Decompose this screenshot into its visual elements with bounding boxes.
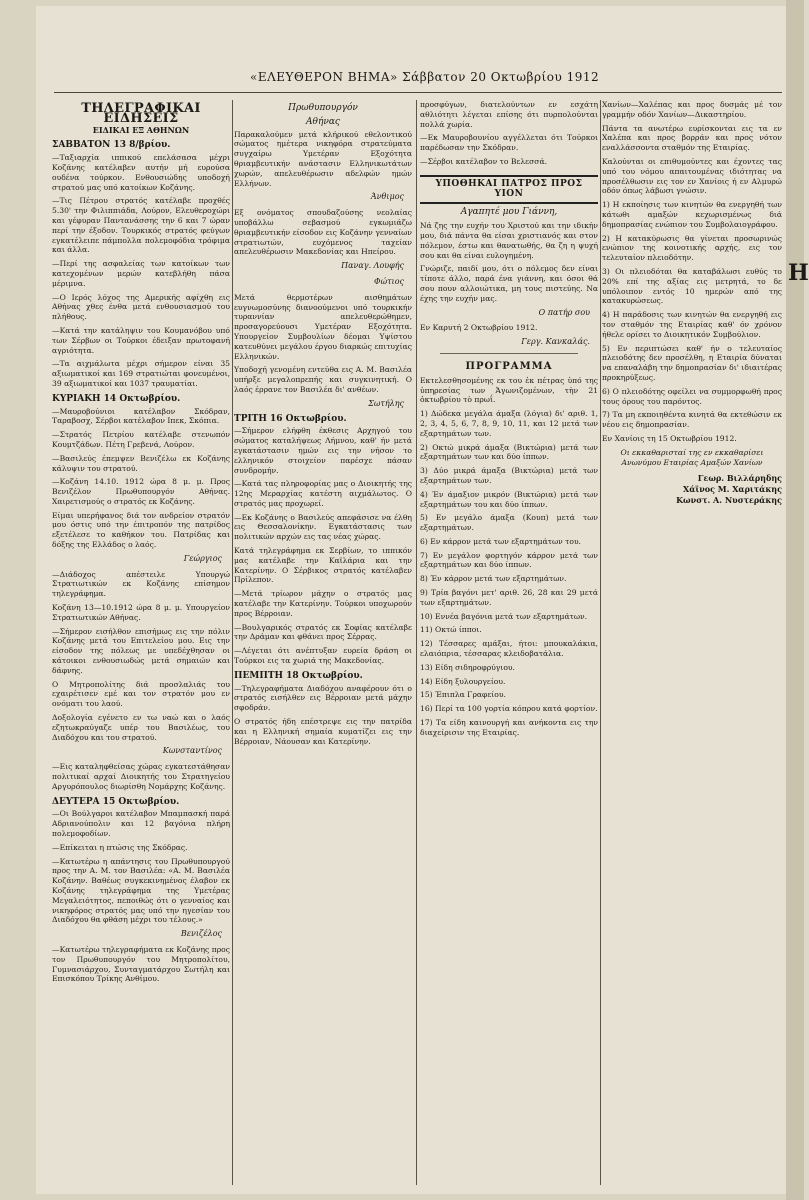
dateline: Εν Χανίοις τη 15 Οκτωβρίου 1912.	[602, 433, 737, 443]
column-divider	[232, 100, 233, 1185]
divider	[440, 353, 578, 354]
signature: Γεργ. Κανκαλάς.	[521, 337, 590, 347]
paragraph: —Τα αιχμάλωτα μέχρι σήμερον είναι 35 αξιωματικοί και 169 στρατιώται φονευμένοι, 39 αξιωματικοί και 1037 τραυματίαι.	[52, 359, 230, 388]
program-item: 7) Εν μεγάλον φορτηγόν κάρρον μετά των εξαρτημάτων και δύο ίππων.	[420, 550, 598, 570]
paragraph: —Λέγεται ότι ανέπτυξαν ευρεία δράση οι Τούρκοι εις τα χωριά της Μακεδονίας.	[234, 646, 412, 666]
section-subtitle: ΕΙΔΙΚΑΙ ΕΞ ΑΘΗΝΩΝ	[92, 124, 190, 135]
program-item: 1) Δώδεκα μεγάλα άμαξα (λόγια) δι' αριθ. 1, 2, 3, 4, 5, 6, 7, 8, 9, 10, 11, και 12 μετά των εξαρτημάτων των.	[420, 409, 598, 438]
date-heading: ΔΕΥΤΕΡΑ 15 Οκτωβρίου.	[52, 796, 180, 807]
signature: Κωνστ. Α. Νυστεράκης	[676, 495, 782, 506]
addressee: Αθήνας	[306, 116, 340, 127]
paragraph: Χανίων—Χαλέπας και προς δυσμάς μέ τον γραμμήν οδόν Χανίων—Δικαστηρίου.	[602, 100, 782, 119]
paragraph: 3) Οι πλειοδόται θα καταβάλωσι ευθύς το 20% επί της αξίας εις μετρητά, το δε υπόλοιπον εντός 10 ημερών από της κατακυρώσεως.	[602, 266, 782, 306]
program-item: 5) Εν μεγάλο άμαξα (Κουπ) μετά των εξαρτημάτων.	[420, 513, 598, 533]
program-item: 17) Τα είδη καινουργή και ανήκοντα εις την διαχείρισιν της Εταιρίας.	[420, 718, 598, 737]
program-item: 12) Τέσσαρες αμάξαι, ήτοι: μπουκαλάκια, ελαιόπρια, τέσσαρας κλειδοβατάλια.	[420, 639, 598, 659]
paragraph: —Βουλγαρικός στρατός εκ Σοφίας κατέλαβε την Δράμαν και φθάνει προς Σέρρας.	[234, 622, 412, 642]
date-heading: ΤΡΙΤΗ 16 Οκτωβρίου.	[234, 413, 347, 424]
paragraph: —Σέρβοι κατέλαβον το Βελεσσά.	[420, 156, 548, 166]
signature-block	[602, 473, 782, 506]
paragraph: Ο Μητροπολίτης διά προσλαλιάς του εχαιρέτισεν εμέ και τον στρατόν μου εν ονόματι του λαού.	[52, 679, 230, 709]
column-1	[52, 100, 230, 1185]
paragraph: —Ταξιαρχία ιππικού επελάσασα μέχρι Κοζάνης κατέλαβεν αυτήν μή ευρούσα ουδένα τούρκον. Ενθουσιώδης υποδοχή στρατού μας υπό κατοίκων Κοζάνης.	[52, 153, 230, 192]
paragraph: —Τηλεγραφήματα Διαδόχου αναφέρουν ότι ο στρατός εισήλθεν εις Βέρροιαν μετά μάχην σφοδράν.	[234, 683, 412, 713]
signature: Σωτήλης	[368, 398, 404, 408]
program-item: 2) Οκτώ μικρά άμαξα (Βικτώρια) μετά των εξαρτημάτων των και δύο ίππων.	[420, 442, 598, 462]
salutation: Αγαπητέ μου Γιάννη,	[460, 207, 558, 218]
signature: Γεωρ. Βιλλάρηδης	[697, 473, 782, 484]
program-item: 9) Τρία βαγόνι μετ' αριθ. 26, 28 και 29 μετά των εξαρτημάτων.	[420, 588, 598, 607]
paragraph: 6) Ο πλειοδότης οφείλει να συμμορφωθή προς τους όρους του παρόντος.	[602, 386, 782, 406]
paragraph: —Κοζάνη 14.10. 1912 ώρα 8 μ. μ. Προς Βενιζέλον Πρωθυπουργόν Αθήνας. Χαιρετισμούς ο στρατός εκ Κοζάνης.	[52, 477, 230, 506]
paragraph: 2) Η κατακύρωσις θα γίνεται προσωρινώς ενώπιον της κοινοτικής αρχής, εις τον τελευταίον πλειοδότην.	[602, 233, 782, 263]
program-item: 16) Περί τα 100 γορτία κόπρου κατά φορτίον.	[420, 704, 598, 714]
paragraph: Κοζάνη 13—10.1912 ώρα 8 μ. μ. Υπουργείον Στρατιωτικών Αθήνας.	[52, 603, 230, 622]
date-heading: ΠΕΜΠΤΗ 18 Οκτωβρίου.	[234, 670, 363, 681]
program-item: 3) Δύο μικρά άμαξα (Βικτώρια) μετά των εξαρτημάτων των.	[420, 466, 598, 485]
paragraph: Είμαι υπερήφανος διά τον ανδρείον στρατόν μου όστις υπό την έπιτροπόν της πατρίδος εξετέλεσε το καθήκον του. Πατρίδας και δόξης της Ελλάδος ο λαός.	[52, 510, 230, 550]
paragraph: Οι εκκαθαρισταί της εν εκκαθαρίσει Ανωνύμου Εταιρίας Αμαξών Χανίων	[620, 447, 764, 467]
paragraph: —Διάδοχος απέστειλε Υπουργώ Στρατιωτικών εκ Κοζάνης επίσημον τηλεγράφημα.	[52, 569, 230, 599]
paragraph: —Εκ Μαυροβουνίου αγγέλλεται ότι Τούρκοι παρέδωσαν την Σκόδραν.	[420, 133, 598, 153]
paragraph: —Κατά την κατάληψιν του Κουμανόβου υπό των Σέρβων οι Τούρκοι έδειξαν πρωτοφανή αγριότητα.	[52, 325, 230, 355]
program-item: 4) Έν άμαξιον μικρόν (Βικτώρια) μετά των εξαρτημάτων του και δύο ίππων.	[420, 489, 598, 509]
paragraph: Νά ζης την ευχήν του Χριστού και την ιδικήν μου, διά πάντα θα είσαι χριστιανός και στον πόλεμον, έστω και θανατωθής, θα ζη η ψυχή σου και θα είναι ευλογημένη.	[420, 221, 598, 260]
program-item: 6) Εν κάρρον μετά των εξαρτημάτων του.	[420, 536, 581, 546]
signature: Βενιζέλος	[180, 929, 222, 939]
paragraph: —Κατωτέρω η απάντησις του Πρωθυπουργού προς την Α. Μ. τον Βασιλέα: «Α. Μ. Βασιλέα Κοζάνην. Βαθέως συγκεκινημένος έλαβον εκ Κοζάνης τηλεγράφημα της Υμετέρας Μεγαλειότητος, πεποιθώς ότι ο γενναίος και νικηφόρος στρατός μας υπό την ηγεσίαν του Διαδόχου θα φθάση μέχρι του τέλους.»	[52, 856, 230, 925]
program-list	[420, 409, 598, 738]
date-heading: ΣΑΒΒΑΤΟΝ 13 8/βρίου.	[52, 140, 171, 151]
signature: Φώτιος	[374, 276, 404, 286]
paragraph: 7) Τα μη εκποιηθέντα κινητά θα εκτεθώσιν εκ νέου εις δημοπρασίαν.	[602, 410, 782, 430]
date-heading: ΚΥΡΙΑΚΗ 14 Οκτωβρίου.	[52, 393, 181, 404]
paragraph: Μετά θερμοτέρων αισθημάτων ευγνωμοσύνης διανοούμενοι υπό τουρκικήν τυραννίαν απελευθερώθημεν, προσαγορεύουσι Υμετέραν Εξοχότητα. Υπουργείον Συμβουλίων δέομαι Υψίστου κατευθύνει μεγάλου έργου διαρκώς επιτυχίας Ελληνικών.	[234, 292, 412, 361]
paragraph: —Περί της ασφαλείας των κατοίκων των κατεχομένων μερών κατεβλήθη πάσα μέριμνα.	[52, 259, 230, 288]
paragraph: —Εις καταληφθείσας χώρας εγκατεστάθησαν πολιτικαί αρχαί Διοικητής του Στρατηγείου Αργυρόπουλος διωρίσθη Νομάρχης Κοζάνης.	[52, 762, 230, 791]
program-item: 14) Είδη ξυλουργείου.	[420, 676, 506, 686]
header-rule	[54, 92, 782, 93]
paragraph: —Τις Πέτρου στρατός κατέλαβε προχθές 5.30' την Φιλιππιάδα, Λούρον, Ελευθεροχώρι και γέφυραν Παντανάσσης την 6 και 7 ώραν περί την έξοδον. Τουρκικός στρατός φεύγων εγκατέλειπε πάμπολλα πολεμοφόδια τρόφιμα και άλλα.	[52, 196, 230, 255]
signature: Κωνσταντίνος	[162, 746, 222, 756]
paragraph: Εκτελεσθησομένης εκ του ἐκ πέτρας ὑπό της ὑπηρεσίας των Ἀγωνιζομένων, τὴν 21 ὀκτωβρίου τὸ πρωΐ.	[420, 375, 598, 405]
program-title: ΠΡΟΓΡΑΜΜΑ	[465, 360, 553, 372]
signature: Ο πατήρ σου	[538, 307, 590, 317]
paragraph: —Σήμερον εισήλθον επισήμως εις την πόλιν Κοζάνης μετά του Επιτελείου μου. Εις την είσοδον της πόλεως με υπεδέχθησαν οι κάτοικοι ενθουσιωδώς μετά σημαιών και δάφνης.	[52, 626, 230, 675]
column-divider	[600, 100, 601, 1185]
paragraph: —Στρατός Πετρίου κατέλαβε στενωπόν Κουμτζάδων. Πέτη Γρεβενά, Λούρον.	[52, 430, 230, 449]
paragraph: Υποδοχή γενομένη εντεύθα εις Α. Μ. Βασιλέα υπήρξε μεγαλοπρεπής και συγκινητική. Ο λαός έρρανε τον Βασιλέα δι' ανθέων.	[234, 365, 412, 394]
adjacent-page-fragment: Η	[788, 260, 809, 286]
column-2	[234, 100, 412, 1185]
header	[50, 70, 790, 88]
section-title: ΤΗΛΕΓΡΑΦΙΚΑΙ ΕΙΔΗΣΕΙΣ	[81, 101, 201, 126]
paragraph: —Επίκειται η πτώσις της Σκόδρας.	[52, 842, 188, 852]
paragraph: Κατά τηλεγράφημα εκ Σερβίων, το ιππικόν μας κατέλαβε την Καϊλάρια και την Κατερίνην. Ο Σέρβικος στρατός κατέλαβεν Πρίλεπον.	[234, 546, 412, 585]
paragraph: —Σήμερον ελήφθη έκθεσις Αρχηγού του σώματος καταλήψεως Λήμνου, καθ' ήν μετά εγκατάστασιν ημών εις την νήσον το ελληνικόν στοιχείον παρέσχε πάσαν συνδρομήν.	[234, 426, 412, 475]
masthead: «ΕΛΕΥΘΕΡΟΝ ΒΗΜΑ» Σάββατον 20 Οκτωβρίου 1912	[250, 70, 600, 84]
paragraph: —Μετά τρίωρον μάχην ο στρατός μας κατέλαβε την Κατερίνην. Τούρκοι υποχωρούν προς Βέρροιαν.	[234, 589, 412, 618]
signature: Γεώργιος	[183, 553, 222, 563]
column-3	[420, 100, 598, 1185]
paragraph: —Κατά τας πληροφορίας μας ο Διοικητής της 12ης Μεραρχίας κατέστη αιχμάλωτος. Ο στρατός μας προχωρεί.	[234, 479, 412, 508]
program-item: 8) Έν κάρρον μετά των εξαρτημάτων.	[420, 574, 567, 584]
paragraph: —Μαυροβούνιοι κατέλαβον Σκόδραν, Ταραβοσχ, Σέρβοι κατέλαβον Ιπεκ, Σκόπια.	[52, 406, 230, 426]
paragraph: Δοξολογία εγένετο εν τω ναώ και ο λαός εζητωκραύγαζε υπέρ του Βασιλέως, του Διαδόχου και του στρατού.	[52, 713, 230, 742]
paragraph: —Κατωτέρω τηλεγραφήματα εκ Κοζάνης προς τον Πρωθυπουργόν του Μητροπολίτου, Γυμνασιάρχου, Συνταγματάρχου Σωτήλη και Επισκόπου Τρίκης Ανθίμου.	[52, 944, 230, 984]
signature: Άνθιμος	[370, 192, 404, 202]
paragraph: —Ο Ιερός λόχος της Αμερικής αφίχθη εις Αθήνας χθες ένθα μετά ενθουσιασμού του πλήθους.	[52, 292, 230, 322]
paragraph: 5) Εν περιπτώσει καθ' ήν ο τελευταίος πλειοδότης δεν προσέλθη, η Εταιρία δύναται να επαναλάβη την δημοπρασίαν δι' ιδιαιτέρας προκηρύξεως.	[602, 343, 782, 382]
program-item: 10) Εννέα βαγόνια μετά των εξαρτημάτων.	[420, 611, 588, 621]
paragraph: προσφύγων, διατελούντων εν εσχάτη αθλιότητι λέγεται επίσης ότι πυρπολούνται πολλά χωρία.	[420, 100, 598, 129]
binding-strip	[786, 0, 804, 1200]
paragraph: Εξ ονόματος σπουδαζούσης νεολαίας υποβάλλω σεβασμού εγκωμιάζω θριαμβευτικήν είσοδον εις Κοζάνην γενναίων στρατιωτών, ευχόμενος ταχείαν απελευθέρωσιν Μακεδονίας και Ηπείρου.	[234, 208, 412, 257]
column-4	[602, 100, 782, 1185]
program-item: 13) Είδη σιδηροφρύγιου.	[420, 662, 515, 672]
paragraph: Γνώριζε, παιδί μου, ότι ο πόλεμος δεν είναι τίποτε άλλο, παρά ένα γιάννη, και όσοι θά σου πουν αλλοιώτικα, μη τους πιστεύης. Να έχης την ευχήν μας.	[420, 264, 598, 303]
column-divider	[416, 100, 417, 1185]
program-item: 11) Οκτώ ίπποι.	[420, 625, 482, 635]
paragraph: —Βασιλεύς έπεμψεν Βενιζέλω εκ Κοζάνης κάλυψιν του στρατού.	[52, 453, 230, 473]
paragraph: Καλούνται οι επιθυμούντες και έχοντες τας υπό του νόμου απαιτουμένας ιδιότητας να προσέλθωσιν εις τον εν Χανίοις ή εν Αλμυρώ οδόν όπως λάβωσι γνώσιν.	[602, 156, 782, 196]
paragraph: —Εκ Κοζάνης ο Βασιλεύς απεφάσισε να έλθη εις Θεσσαλονίκην. Εγκατάστασις των πολιτικών αρχών εις τας νέας χώρας.	[234, 512, 412, 542]
signature: Χάϊνος Μ. Χαριτάκης	[683, 484, 782, 495]
paragraph: 4) Η παράδοσις των κινητών θα ενεργηθή εις τον σταθμόν της Εταιρίας καθ' όν χρόνον ήθελε ορίσει το Διοικητικόν Συμβούλιον.	[602, 310, 782, 339]
paragraph: Παρακαλούμεν μετά κλήρικού εθελοντικού σώματος ημέτερα νικηφόρα στρατεύματα συγχαίρω Υμετέραν Εξοχότητα θριαμβευτικήν ανάστασιν Ελληνικωτάτων χωρών, απελευθέρωσιν αδελφών ημών Ελλήνων.	[234, 129, 412, 188]
addressee: Πρωθυπουργόν	[288, 103, 358, 113]
paragraph: Πάντα τα ανωτέρω ευρίσκονται εις τα εν Χαλέπα και προς βορράν και προς νότον εναλλάσσοντα σταθμόν της Εταιρίας.	[602, 123, 782, 153]
paragraph: Ο στρατός ήδη επέστρεψε εις την πατρίδα και η Ελληνική σημαία κυματίζει εις την Βέρροιαν, Νάουσαν και Κατερίνην.	[234, 717, 412, 746]
article-title: ΥΠΟΘΗΚΑΙ ΠΑΤΡΟΣ ΠΡΟΣ ΥΙΟΝ	[420, 175, 598, 205]
signature: Παναγ. Λουφής	[341, 261, 404, 271]
dateline: Εν Καρυτή 2 Οκτωβρίου 1912.	[420, 323, 538, 333]
paragraph: —Οι Βούλγαροι κατέλαβον Μπαμπασκή παρά Αδριανούπολιν και 12 βαγόνια πλήρη πολεμοφοδίων.	[52, 809, 230, 838]
paragraph: 1) Η εκποίησις των κινητών θα ενεργηθή των κάτωθι αμαξών κεχωρισμένως διά δημοπρασίας ενώπιον του Συμβολαιογράφου.	[602, 200, 782, 229]
program-item: 15) Έπιπλα Γραφείου.	[420, 690, 506, 700]
